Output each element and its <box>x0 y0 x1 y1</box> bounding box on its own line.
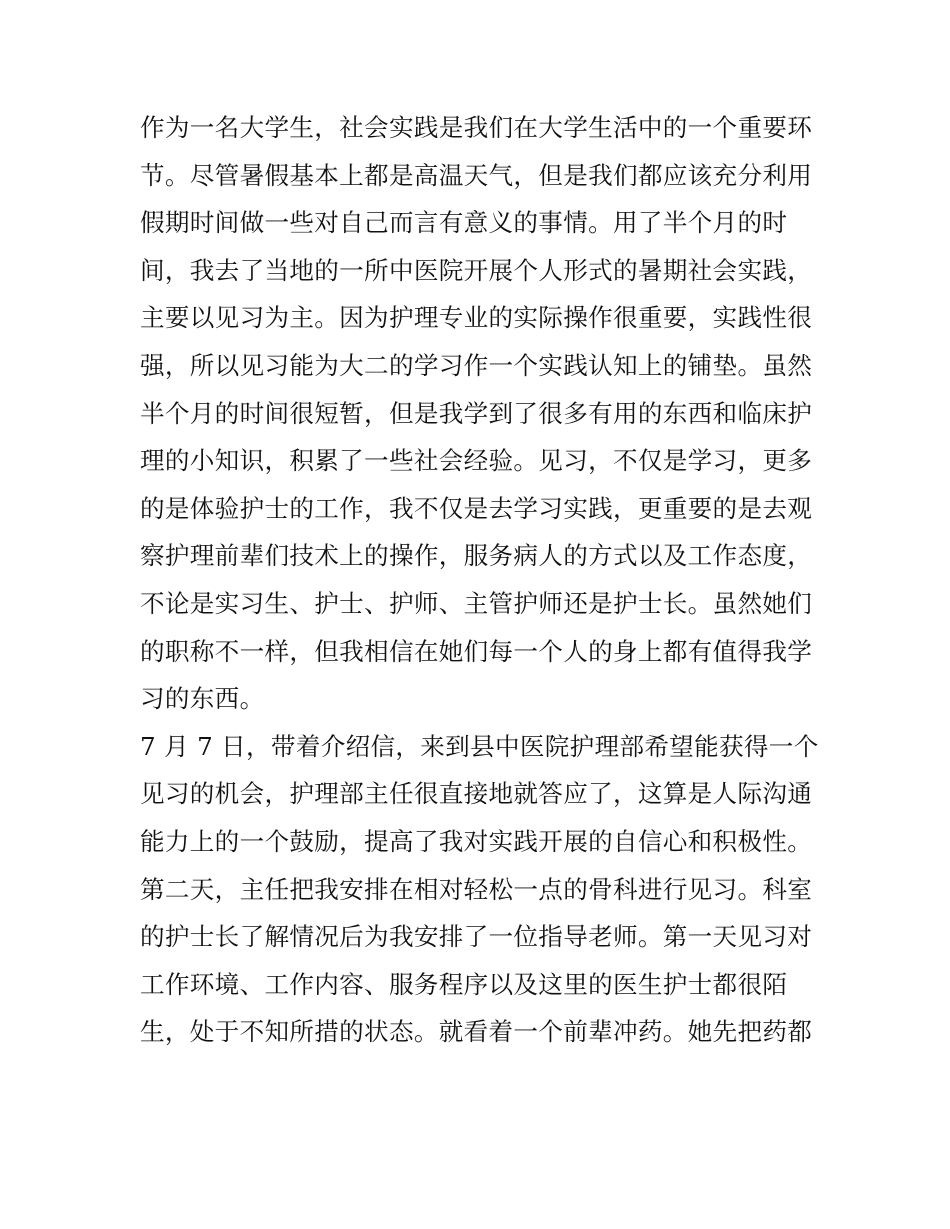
text-line: 察护理前辈们技术上的操作，服务病人的方式以及工作态度， <box>140 541 813 571</box>
text-line: 7 月 7 日，带着介绍信，来到县中医院护理部希望能获得一个 <box>140 731 819 761</box>
text-line: 间，我去了当地的一所中医院开展个人形式的暑期社会实践， <box>140 255 813 285</box>
text-line: 主要以见习为主。因为护理专业的实际操作很重要，实践性很 <box>140 303 813 333</box>
text-line: 节。尽管暑假基本上都是高温天气，但是我们都应该充分利用 <box>140 160 813 190</box>
text-line: 假期时间做一些对自己而言有意义的事情。用了半个月的时 <box>140 208 788 238</box>
text-line: 生，处于不知所措的状态。就看着一个前辈冲药。她先把药都 <box>140 1017 813 1047</box>
text-line: 工作环境、工作内容、服务程序以及这里的医生护士都很陌 <box>140 969 788 999</box>
text-line: 能力上的一个鼓励，提高了我对实践开展的自信心和积极性。 <box>140 826 813 856</box>
text-line: 半个月的时间很短暂，但是我学到了很多有用的东西和临床护 <box>140 398 813 428</box>
text-line: 第二天，主任把我安排在相对轻松一点的骨科进行见习。科室 <box>140 874 813 904</box>
text-line: 不论是实习生、护士、护师、主管护师还是护士长。虽然她们 <box>140 588 813 618</box>
text-line: 习的东西。 <box>140 684 265 714</box>
document-body <box>140 104 820 1056</box>
paragraph-1 <box>140 104 820 723</box>
text-line: 的护士长了解情况后为我安排了一位指导老师。第一天见习对 <box>140 922 813 952</box>
text-line: 见习的机会，护理部主任很直接地就答应了，这算是人际沟通 <box>140 779 813 809</box>
text-line: 强，所以见习能为大二的学习作一个实践认知上的铺垫。虽然 <box>140 350 813 380</box>
text-line: 的是体验护士的工作，我不仅是去学习实践，更重要的是去观 <box>140 493 813 523</box>
text-line: 的职称不一样，但我相信在她们每一个人的身上都有值得我学 <box>140 636 813 666</box>
text-line: 理的小知识，积累了一些社会经验。见习，不仅是学习，更多 <box>140 446 813 476</box>
paragraph-2 <box>140 723 820 1056</box>
text-line: 作为一名大学生，社会实践是我们在大学生活中的一个重要环 <box>140 113 813 142</box>
